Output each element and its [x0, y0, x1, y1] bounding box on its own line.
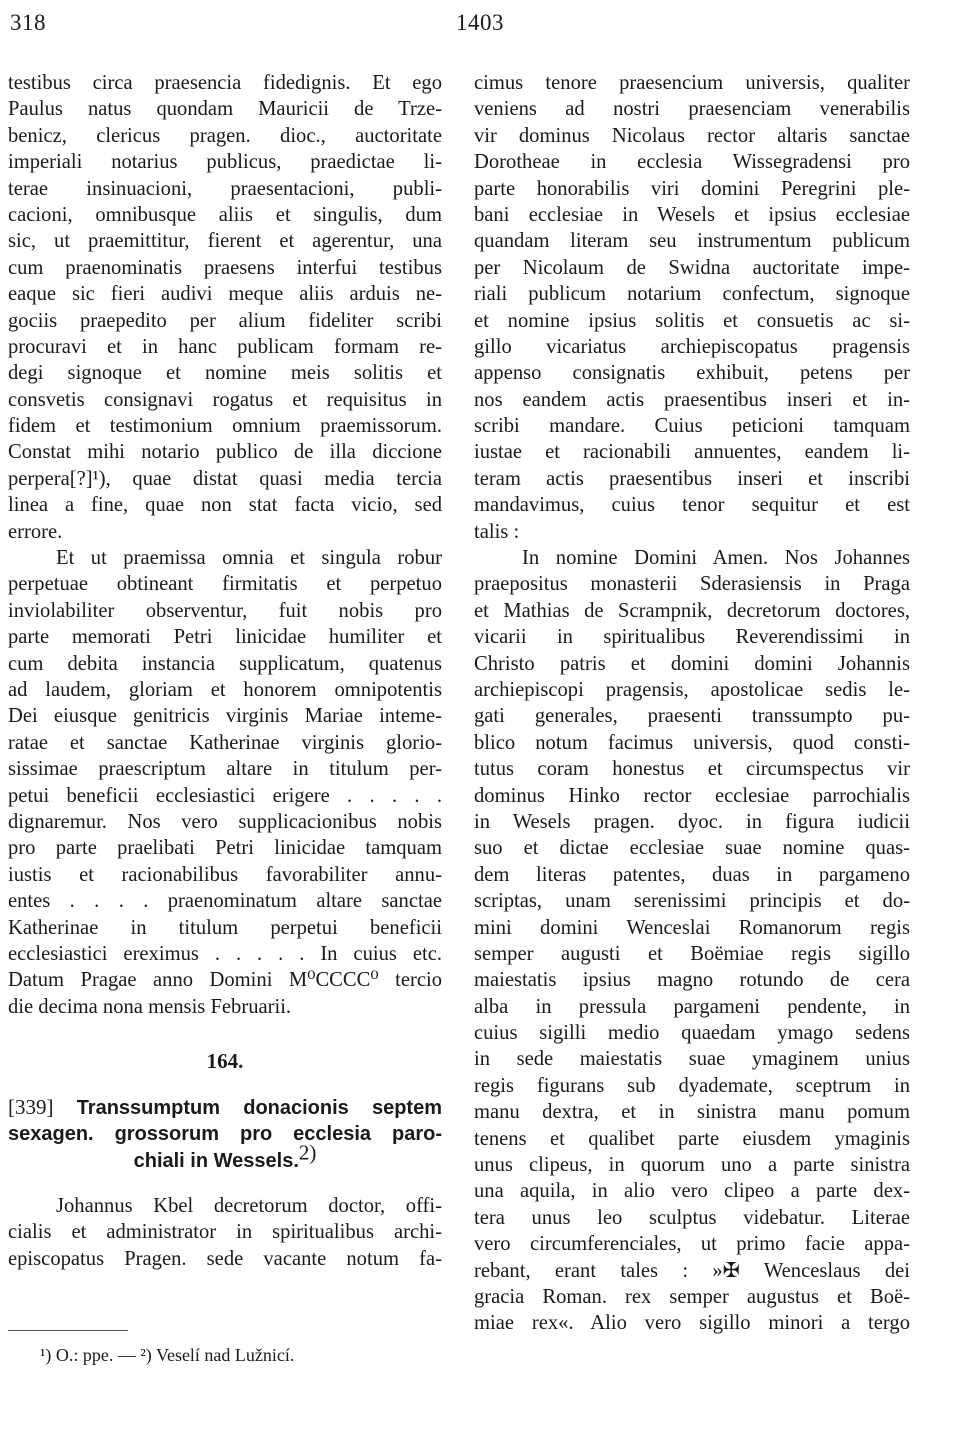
text-line: ratae et sanctae Katherinae virginis glorio-	[8, 731, 442, 754]
text-line: scribi mandare. Cuius peticioni tamquam	[474, 415, 910, 438]
text-line: blico notum facimus universis, quod consti-	[474, 731, 910, 754]
text-line: dem literas patentes, duas in pargameno	[474, 863, 910, 886]
text-line: praepositus monasterii Sderasiensis in Praga	[474, 573, 910, 596]
text-line: mandavimus, cuius tenor sequitur et est	[474, 494, 910, 517]
text-line: pro parte praelibati Petri linicidae tamquam	[8, 837, 442, 860]
text-line: cacioni, omnibusque aliis et singulis, dum	[8, 203, 442, 226]
right-paragraph-1	[474, 70, 910, 545]
text-line: sissimae praescriptum altare in titulum per-	[8, 758, 442, 781]
heading-footnote-ref: 2)	[298, 1140, 317, 1165]
heading-line-1: Transsumptum donacionis septem	[76, 1097, 442, 1120]
text-line: riali publicum notarium confectum, signoque	[474, 283, 910, 306]
text-line: ad laudem, gloriam et honorem omnipotentis	[8, 678, 442, 701]
text-line: inviolabiliter observentur, fuit nobis pro	[8, 599, 442, 622]
heading-line-3: chiali in Wessels.$^{2)}$	[133, 1140, 317, 1173]
text-line: cimus tenore praesencium universis, qualiter	[474, 72, 910, 94]
text-line: quandam literam seu instrumentum publicum	[474, 230, 910, 253]
text-line: perpetuae obtineant firmitatis et perpetuo	[8, 573, 442, 596]
text-line: unus clipeus, in quorum uno a parte sinistra	[474, 1154, 910, 1177]
text-line: in sede maiestatis suae ymaginem unius	[474, 1048, 910, 1071]
text-line: benicz, clericus pragen. dioc., auctoritate	[8, 124, 442, 147]
text-line: tutus coram honestus et circumspectus vir	[474, 758, 910, 781]
text-line: appenso consignatis exhibuit, petens per	[474, 362, 910, 385]
text-line: bani ecclesiae in Wesels et ipsius ecclesiae	[474, 203, 910, 226]
text-line: cum debita instancia supplicatum, quatenus	[8, 652, 442, 675]
text-line: gillo vicariatus archiepiscopatus pragensis	[474, 335, 910, 358]
text-line: suo et dictae ecclesiae suae nomine quas-	[474, 837, 910, 860]
text-line: episcopatus Pragen. sede vacante notum fa-	[8, 1247, 442, 1270]
text-line: iustis et racionabilibus favorabiliter annu-	[8, 863, 442, 886]
text-line: et nomine ipsius solitis et consuetis ac si-	[474, 309, 910, 332]
text-line: Et ut praemissa omnia et singula robur	[56, 547, 442, 570]
text-line: nos eandem actis praesentibus inseri et in-	[474, 388, 910, 411]
text-line: fidem et testimonium omnium praemissorum.	[8, 415, 442, 438]
text-line: eaque sic fieri audivi meque aliis arduis ne-	[8, 283, 442, 306]
text-line: testibus circa praesencia fidedignis. Et ego	[8, 72, 442, 94]
text-line: archiepiscopi pragensis, apostolicae sedis le-	[474, 678, 910, 701]
text-line: et Mathias de Scrampnik, decretorum doctores,	[474, 599, 910, 622]
document-number: 164.	[206, 1049, 244, 1074]
text-line: mini domini Wenceslai Romanorum regis	[474, 916, 910, 939]
footnotes: ¹) O.: ppe. — ²) Veselí nad Lužnicí.	[40, 1345, 295, 1365]
text-line: die decima nona mensis Februarii.	[8, 995, 292, 1018]
text-line: ecclesiastici ereximus . . . . . In cuius etc.	[8, 942, 442, 965]
text-line: tenens et qualibet parte eiusdem ymaginis	[474, 1127, 910, 1150]
text-line: teram actis praesentibus inseri et inscribi	[474, 467, 910, 490]
right-column	[474, 70, 910, 1337]
text-line: petui beneficii ecclesiastici erigere . . . . .	[8, 784, 442, 807]
text-line: gociis praepedito per alium fideliter scribi	[8, 309, 442, 332]
page-number: 318	[10, 10, 46, 35]
text-line: manu dextra, et in sinistra manu pomum	[474, 1101, 910, 1124]
text-line: Paulus natus quondam Mauricii de Trze-	[8, 98, 442, 121]
text-line: terae insinuacioni, praesentacioni, publi-	[8, 177, 442, 200]
text-line: vir dominus Nicolaus rector altaris sanctae	[474, 124, 910, 147]
text-line: rebant, erant tales : »✠ Wenceslaus dei	[474, 1259, 910, 1282]
text-line: Johannus Kbel decretorum doctor, offi-	[56, 1195, 442, 1218]
text-line: Dei eiusque genitricis virginis Mariae inteme-	[8, 705, 442, 728]
text-line: Constat mihi notario publico de illa diccione	[8, 441, 442, 464]
running-header-year: 1403	[456, 10, 504, 35]
text-line: cum praenominatis praesens interfui testibus	[8, 256, 442, 279]
text-line: errore.	[8, 520, 63, 543]
text-line: degi signoque et nomine meis solitis et	[8, 362, 442, 385]
text-line: parte honorabilis viri domini Peregrini ple-	[474, 177, 910, 200]
left-paragraph-3	[8, 1193, 442, 1272]
text-line: cialis et administrator in spiritualibus archi-	[8, 1221, 442, 1244]
text-line: talis :	[474, 520, 520, 543]
document-heading	[8, 1094, 442, 1175]
text-line: scriptas, unam serenissimi principis et do-	[474, 890, 910, 913]
text-line: veniens ad nostri praesenciam venerabilis	[474, 98, 910, 121]
text-line: in Wesels pragen. dyoc. in figura iudicii	[474, 810, 910, 833]
right-paragraph-2	[474, 545, 910, 1337]
text-line: gati generales, praesenti transsumpto pu-	[474, 705, 910, 728]
text-line: una aquila, in alio vero clipeo a parte dex-	[474, 1180, 910, 1203]
text-line: dominus Hinko rector ecclesiae parrochialis	[474, 784, 910, 807]
heading-line-2: sexagen. grossorum pro ecclesia paro-	[8, 1123, 442, 1146]
text-line: perpera[?]¹), quae distat quasi media tercia	[8, 467, 442, 490]
heading-archive-number: [339]	[8, 1095, 54, 1120]
text-line: Katherinae in titulum perpetui beneficii	[8, 916, 442, 939]
text-line: regis figurans sub dyademate, sceptrum in	[474, 1074, 910, 1097]
text-line: consvetis consignavi rogatus et requisitus in	[8, 388, 442, 411]
text-line: alba in pressula pargameni pendente, in	[474, 995, 910, 1018]
left-paragraph-1	[8, 70, 442, 545]
text-line: sic, ut praemittitur, fierent et agerentur, una	[8, 230, 442, 253]
text-line: semper augusti et Boëmiae regis sigillo	[474, 942, 910, 965]
text-line: maiestatis ipsius magno rotundo de cera	[474, 969, 910, 992]
text-line: per Nicolaum de Swidna auctoritate impe-	[474, 256, 910, 279]
left-column	[8, 70, 442, 1272]
text-line: In nomine Domini Amen. Nos Johannes	[522, 547, 910, 570]
text-line: cuius sigilli medio quaedam ymago sedens	[474, 1022, 910, 1045]
text-line: miae rex«. Alio vero sigillo minori a tergo	[474, 1312, 910, 1335]
text-line: Dorotheae in ecclesia Wissegradensi pro	[474, 151, 910, 174]
text-line: vicarii in spiritualibus Reverendissimi in	[474, 626, 910, 649]
text-line: tera unus leo sculptus videbatur. Literae	[474, 1206, 910, 1229]
text-line: entes . . . . praenominatum altare sanctae	[8, 890, 442, 913]
text-line: linea a fine, quae non stat facta vicio, sed	[8, 494, 442, 517]
text-line: parte memorati Petri linicidae humiliter et	[8, 626, 442, 649]
text-line: iustae et racionabili annuentes, eandem li-	[474, 441, 910, 464]
text-line: imperiali notarius publicus, praedictae li-	[8, 151, 442, 174]
text-line: procuravi et in hanc publicam formam re-	[8, 335, 442, 358]
footnote-rule	[8, 1330, 128, 1331]
left-paragraph-2	[8, 545, 442, 1020]
text-line: Christo patris et domini domini Johannis	[474, 652, 910, 675]
text-line: Datum Pragae anno Domini M⁰CCCC⁰ tercio	[8, 969, 442, 992]
text-line: vero circumferenciales, ut primo facie appa-	[474, 1233, 910, 1256]
text-line: dignaremur. Nos vero supplicacionibus nobis	[8, 810, 442, 833]
text-line: gracia Roman. rex semper augustus et Boë-	[474, 1285, 910, 1308]
